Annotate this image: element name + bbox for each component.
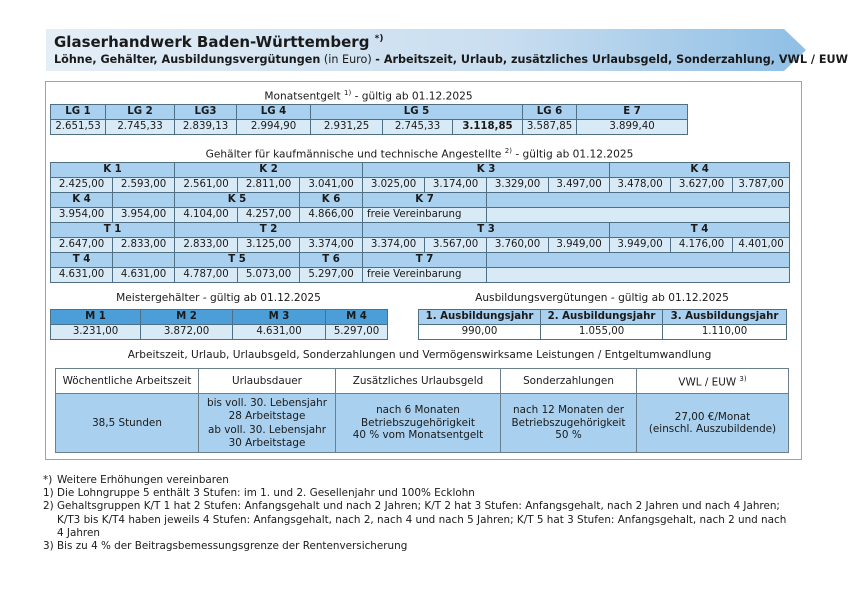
value-cell: 3.627,00 xyxy=(671,178,733,193)
footnote: *) Weitere Erhöhungen vereinbaren xyxy=(43,474,229,486)
header-cell: 2. Ausbildungsjahr xyxy=(541,310,663,325)
value-cell: 3.125,00 xyxy=(238,238,300,253)
value-cell: 2.561,00 xyxy=(175,178,238,193)
ausbildung-table xyxy=(418,309,787,340)
header-cell: T 6 xyxy=(300,253,363,268)
value-cell: 4.631,00 xyxy=(233,325,326,340)
meister-title: Meistergehälter - gültig ab 01.12.2025 xyxy=(116,292,321,304)
value-cell: 2.593,00 xyxy=(113,178,175,193)
header-cell: M 1 xyxy=(51,310,141,325)
meister-table xyxy=(50,309,388,340)
value-cell: 2.647,00 xyxy=(51,238,113,253)
value-cell: 2.425,00 xyxy=(51,178,113,193)
value-cell: freie Vereinbarung xyxy=(363,268,487,283)
header-cell: E 7 xyxy=(577,105,688,120)
header-cell: T 4 xyxy=(610,223,790,238)
header-cell-empty xyxy=(487,253,790,268)
header-cell: T 5 xyxy=(175,253,300,268)
value-cell: 3.899,40 xyxy=(577,120,688,135)
value-cell: 3.478,00 xyxy=(610,178,671,193)
table-header-row xyxy=(56,369,789,394)
value-cell: 1.110,00 xyxy=(663,325,787,340)
header-cell: LG 5 xyxy=(311,105,523,120)
footnote: 2) Gehaltsgruppen K/T 1 hat 2 Stufen: Anfangsgehalt und nach 2 Jahren; K/T 2 hat 3 Stufen: Anfangsgehalt, nach 2 Jahren und nach 4 Jahren; xyxy=(43,500,780,513)
value-cell: 2.931,25 xyxy=(311,120,383,135)
header-cell: K 6 xyxy=(300,193,363,208)
value-cell: 3.374,00 xyxy=(300,238,363,253)
header-cell: Zusätzliches Urlaubsgeld xyxy=(336,369,501,394)
value-cell: 2.651,53 xyxy=(51,120,106,135)
value-cell: 4.176,00 xyxy=(671,238,733,253)
value-cell: 4.866,00 xyxy=(300,208,363,223)
header-cell: K 5 xyxy=(175,193,300,208)
vwl-cell: 27,00 €/Monat (einschl. Auszubildende) xyxy=(637,394,789,453)
header-cell xyxy=(113,193,175,208)
header-cell: LG3 xyxy=(175,105,237,120)
value-cell: 3.025,00 xyxy=(363,178,425,193)
header-cell: T 1 xyxy=(51,223,175,238)
value-cell: 3.954,00 xyxy=(51,208,113,223)
value-cell: 4.631,00 xyxy=(113,268,175,283)
header-cell: K 7 xyxy=(363,193,487,208)
value-cell: 3.567,00 xyxy=(425,238,487,253)
footnotes xyxy=(43,474,786,553)
footnote: 4 Jahren xyxy=(57,526,100,539)
footnote: K/T3 bis K/T4 haben jeweils 4 Stufen: Anfangsgehalt, nach 2, nach 4 und nach 5 Jahren; K/T 5 hat 3 Stufen: Anfangsgehalt, nach 2 und nach xyxy=(57,513,787,526)
value-cell: 4.631,00 xyxy=(51,268,113,283)
monatsentgelt-table xyxy=(50,104,688,135)
header-cell: K 2 xyxy=(175,163,363,178)
value-cell: 2.745,33 xyxy=(106,120,175,135)
table-row xyxy=(56,394,789,453)
value-cell: 1.055,00 xyxy=(541,325,663,340)
table-header-row xyxy=(51,105,688,120)
arbeitszeit-table xyxy=(55,368,789,453)
table-row xyxy=(51,268,790,283)
value-cell: 5.073,00 xyxy=(238,268,300,283)
value-cell: 3.329,00 xyxy=(487,178,549,193)
header-cell: 1. Ausbildungsjahr xyxy=(419,310,541,325)
arbeitszeit-cell: 38,5 Stunden xyxy=(56,394,199,453)
value-cell: 3.872,00 xyxy=(141,325,233,340)
value-cell: 3.118,85 xyxy=(453,120,523,135)
table-header-row xyxy=(51,310,388,325)
value-cell: 3.949,00 xyxy=(610,238,671,253)
header-cell: K 1 xyxy=(51,163,175,178)
value-cell: 2.994,90 xyxy=(237,120,311,135)
header-cell: T 4 xyxy=(51,253,113,268)
value-cell: 4.104,00 xyxy=(175,208,238,223)
value-cell: 4.401,00 xyxy=(733,238,790,253)
header-cell: T 3 xyxy=(363,223,610,238)
table-row xyxy=(51,178,790,193)
header-cell: LG 2 xyxy=(106,105,175,120)
table-row xyxy=(51,325,388,340)
header-cell: K 3 xyxy=(363,163,610,178)
header-cell: LG 4 xyxy=(237,105,311,120)
header-cell: K 4 xyxy=(51,193,113,208)
value-cell: 3.497,00 xyxy=(549,178,610,193)
value-cell: 3.374,00 xyxy=(363,238,425,253)
value-cell: 3.174,00 xyxy=(425,178,487,193)
header-cell: M 2 xyxy=(141,310,233,325)
sonderzahlung-cell: nach 12 Monaten der Betriebszugehörigkeit 50 % xyxy=(501,394,637,453)
value-cell: 2.839,13 xyxy=(175,120,237,135)
value-cell: 3.231,00 xyxy=(51,325,141,340)
ausbildung-title: Ausbildungsvergütungen - gültig ab 01.12.2025 xyxy=(475,292,729,304)
monatsentgelt-title: Monatsentgelt $^{1)}$ - gültig ab 01.12.2025 xyxy=(264,89,473,103)
table-row xyxy=(51,238,790,253)
header-cell: LG 6 xyxy=(523,105,577,120)
page-subtitle: Löhne, Gehälter, Ausbildungsvergütungen (in Euro) - Arbeitszeit, Urlaub, zusätzliches Urlaubsgeld, Sonderzahlung, VWL / EUW xyxy=(54,53,848,66)
header-cell: T 2 xyxy=(175,223,363,238)
gehaelter-table xyxy=(50,162,790,283)
header-cell: VWL / EUW $^{3)}$ xyxy=(637,369,789,394)
value-cell: 2.811,00 xyxy=(238,178,300,193)
header-cell: 3. Ausbildungsjahr xyxy=(663,310,787,325)
value-cell: 3.760,00 xyxy=(487,238,549,253)
value-cell-empty xyxy=(487,208,790,223)
header-cell: T 7 xyxy=(363,253,487,268)
value-cell: 2.745,33 xyxy=(383,120,453,135)
table-row xyxy=(51,120,688,135)
value-cell: 3.587,85 xyxy=(523,120,577,135)
value-cell: 2.833,00 xyxy=(175,238,238,253)
value-cell: freie Vereinbarung xyxy=(363,208,487,223)
value-cell: 2.833,00 xyxy=(113,238,175,253)
urlaubsgeld-cell: nach 6 Monaten Betriebszugehörigkeit 40 % vom Monatsentgelt xyxy=(336,394,501,453)
footnote: 1) Die Lohngruppe 5 enthält 3 Stufen: im 1. und 2. Gesellenjahr und 100% Ecklohn xyxy=(43,487,475,500)
value-cell: 990,00 xyxy=(419,325,541,340)
arbeitszeit-title: Arbeitszeit, Urlaub, Urlaubsgeld, Sonderzahlungen und Vermögenswirksame Leistungen / Entgeltumwandlung xyxy=(127,349,712,361)
table-header-row xyxy=(51,163,790,178)
header-cell: LG 1 xyxy=(51,105,106,120)
footnote: 3) Bis zu 4 % der Beitragsbemessungsgrenze der Rentenversicherung xyxy=(43,540,408,553)
value-cell: 3.787,00 xyxy=(733,178,790,193)
header-cell: Sonderzahlungen xyxy=(501,369,637,394)
value-cell: 4.257,00 xyxy=(238,208,300,223)
header-cell: K 4 xyxy=(610,163,790,178)
value-cell: 3.041,00 xyxy=(300,178,363,193)
table-header-row xyxy=(419,310,787,325)
table-header-row xyxy=(51,223,790,238)
table-header-row xyxy=(51,193,790,208)
value-cell: 4.787,00 xyxy=(175,268,238,283)
value-cell: 5.297,00 xyxy=(326,325,388,340)
header-cell-empty xyxy=(487,193,790,208)
page-title: Glaserhandwerk Baden-Württemberg *) xyxy=(54,33,384,51)
header-cell: Wöchentliche Arbeitszeit xyxy=(56,369,199,394)
header-cell: M 3 xyxy=(233,310,326,325)
value-cell: 5.297,00 xyxy=(300,268,363,283)
header-banner xyxy=(46,29,848,71)
value-cell: 3.949,00 xyxy=(549,238,610,253)
value-cell-empty xyxy=(487,268,790,283)
table-row xyxy=(51,208,790,223)
header-cell: M 4 xyxy=(326,310,388,325)
table-header-row xyxy=(51,253,790,268)
table-row xyxy=(419,325,787,340)
header-cell: Urlaubsdauer xyxy=(199,369,336,394)
value-cell: 3.954,00 xyxy=(113,208,175,223)
gehaelter-title: Gehälter für kaufmännische und technische Angestellte $^{2)}$ - gültig ab 01.12.2025 xyxy=(205,147,634,161)
urlaub-cell: bis voll. 30. Lebensjahr 28 Arbeitstage ab voll. 30. Lebensjahr 30 Arbeitstage xyxy=(199,394,336,453)
header-cell xyxy=(113,253,175,268)
